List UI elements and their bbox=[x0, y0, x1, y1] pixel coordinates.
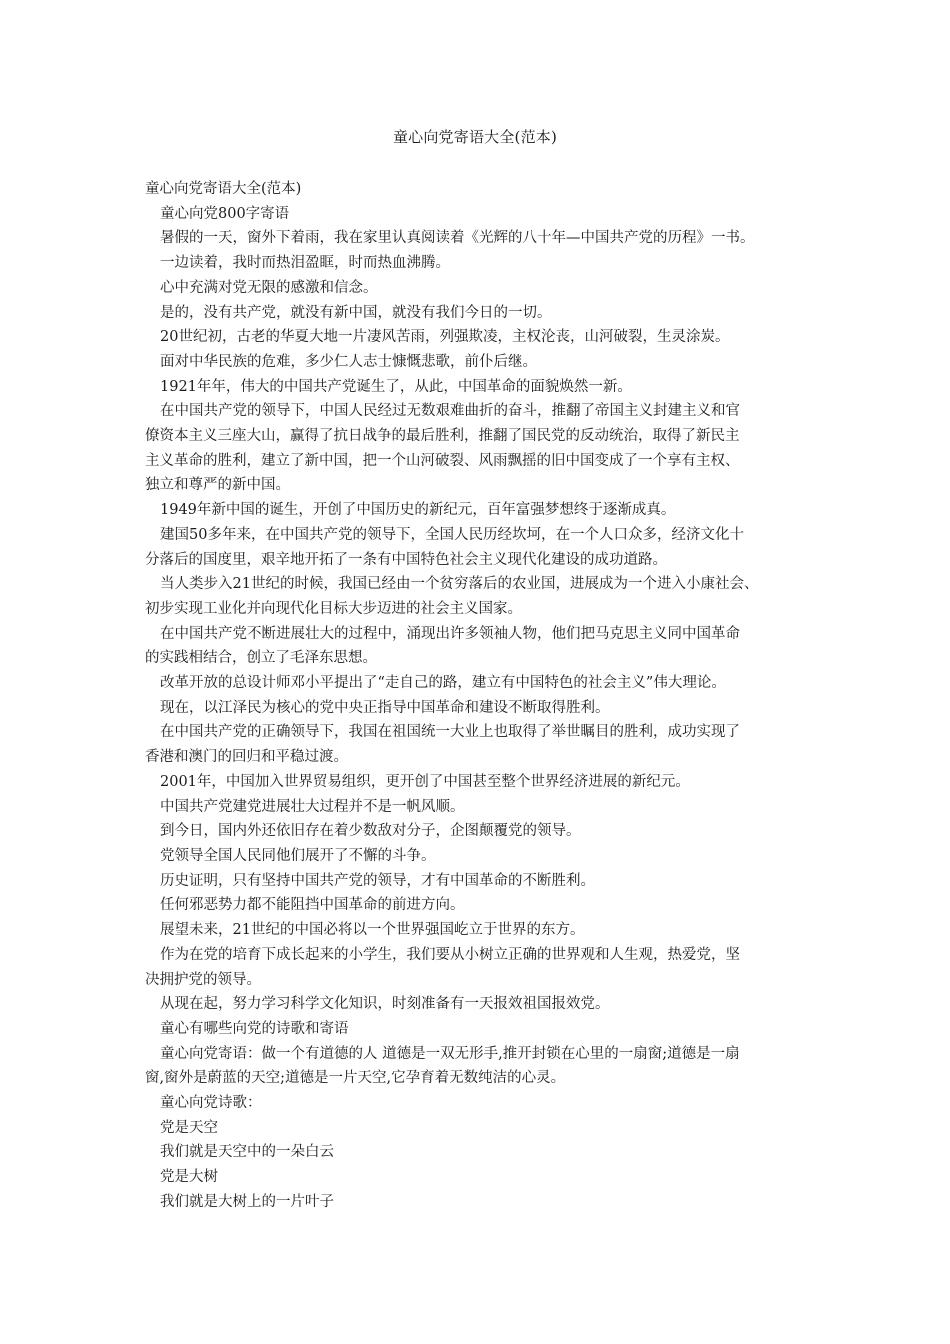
text-line: 主义革命的胜利，建立了新中国，把一个山河破裂、风雨飘摇的旧中国变成了一个享有主权、 bbox=[145, 452, 740, 469]
text-line: 党是大树 bbox=[160, 1169, 218, 1186]
text-line: 现在，以江泽民为核心的党中央正指导中国革命和建设不断取得胜利。 bbox=[160, 699, 610, 716]
page-title: 童心向党寄语大全(范本) bbox=[392, 128, 558, 146]
text-line: 决拥护党的领导。 bbox=[145, 971, 261, 988]
text-line: 改革开放的总设计师邓小平提出了“走自己的路，建立有中国特色的社会主义”伟大理论。 bbox=[160, 675, 726, 692]
text-line: 的实践相结合，创立了毛泽东思想。 bbox=[145, 650, 377, 667]
text-line: 1921年年，伟大的中国共产党诞生了，从此，中国革命的面貌焕然一新。 bbox=[160, 378, 632, 395]
text-line: 历史证明，只有坚持中国共产党的领导，才有中国革命的不断胜利。 bbox=[160, 872, 595, 889]
text-line: 我们就是大树上的一片叶子 bbox=[160, 1193, 334, 1210]
text-line: 党是天空 bbox=[160, 1119, 218, 1136]
text-line: 僚资本主义三座大山，赢得了抗日战争的最后胜利，推翻了国民党的反动统治，取得了新民主 bbox=[145, 428, 740, 445]
text-line: 在中国共产党不断进展壮大的过程中，涌现出许多领袖人物，他们把马克思主义同中国革命 bbox=[160, 625, 740, 642]
text-line: 我们就是天空中的一朵白云 bbox=[160, 1144, 334, 1161]
text-line: 窗,窗外是蔚蓝的天空;道德是一片天空,它孕育着无数纯洁的心灵。 bbox=[145, 1070, 566, 1087]
text-line: 分落后的国度里，艰辛地开拓了一条有中国特色社会主义现代化建设的成功道路。 bbox=[145, 551, 667, 568]
text-line: 从现在起，努力学习科学文化知识，时刻准备有一天报效祖国报效党。 bbox=[160, 996, 610, 1013]
text-line: 面对中华民族的危难，多少仁人志士慷慨悲歌，前仆后继。 bbox=[160, 353, 537, 370]
text-line: 是的，没有共产党，就没有新中国，就没有我们今日的一切。 bbox=[160, 304, 552, 321]
text-line: 童心向党寄语：做一个有道德的人 道德是一双无形手,推开封锁在心里的一扇窗;道德是一扇 bbox=[160, 1045, 740, 1062]
text-line: 童心有哪些向党的诗歌和寄语 bbox=[160, 1020, 349, 1037]
text-line: 一边读着，我时而热泪盈眶，时而热血沸腾。 bbox=[160, 255, 450, 272]
text-line: 香港和澳门的回归和平稳过渡。 bbox=[145, 749, 348, 766]
text-line: 党领导全国人民同他们展开了不懈的斗争。 bbox=[160, 847, 436, 864]
text-line: 到今日，国内外还依旧存在着少数敌对分子，企图颠覆党的领导。 bbox=[160, 823, 581, 840]
text-line: 独立和尊严的新中国。 bbox=[145, 477, 290, 494]
text-line: 建国50多年来，在中国共产党的领导下，全国人民历经坎坷，在一个人口众多，经济文化十 bbox=[160, 526, 744, 543]
text-line: 心中充满对党无限的感激和信念。 bbox=[160, 279, 378, 296]
text-line: 暑假的一天，窗外下着雨，我在家里认真阅读着《光辉的八十年—中国共产党的历程》一书。 bbox=[160, 230, 755, 247]
text-line: 当人类步入21世纪的时候，我国已经由一个贫穷落后的农业国，进展成为一个进入小康社会、 bbox=[160, 576, 759, 593]
text-line: 任何邪恶势力都不能阻挡中国革命的前进方向。 bbox=[160, 897, 465, 914]
text-line: 初步实现工业化并向现代化目标大步迈进的社会主义国家。 bbox=[145, 600, 522, 617]
text-line: 童心向党寄语大全(范本) bbox=[145, 181, 302, 197]
text-line: 展望未来，21世纪的中国必将以一个世界强国屹立于世界的东方。 bbox=[160, 922, 585, 939]
text-line: 在中国共产党的正确领导下，我国在祖国统一大业上也取得了举世瞩目的胜利，成功实现了 bbox=[160, 724, 740, 741]
text-line: 童心向党800字寄语 bbox=[160, 205, 290, 222]
text-line: 20世纪初，古老的华夏大地一片凄风苦雨，列强欺凌，主权沦丧，山河破裂，生灵涂炭。 bbox=[160, 329, 730, 346]
text-line: 作为在党的培育下成长起来的小学生，我们要从小树立正确的世界观和人生观，热爱党，坚 bbox=[160, 946, 740, 963]
text-line: 2001年，中国加入世界贸易组织，更开创了中国甚至整个世界经济进展的新纪元。 bbox=[160, 773, 690, 790]
text-line: 1949年新中国的诞生，开创了中国历史的新纪元，百年富强梦想终于逐渐成真。 bbox=[160, 502, 676, 519]
document-body bbox=[145, 177, 815, 1215]
text-line: 在中国共产党的领导下，中国人民经过无数艰难曲折的奋斗，推翻了帝国主义封建主义和官 bbox=[160, 403, 740, 420]
text-line: 中国共产党建党进展壮大过程并不是一帆风顺。 bbox=[160, 798, 465, 815]
text-line: 童心向党诗歌： bbox=[160, 1095, 262, 1112]
